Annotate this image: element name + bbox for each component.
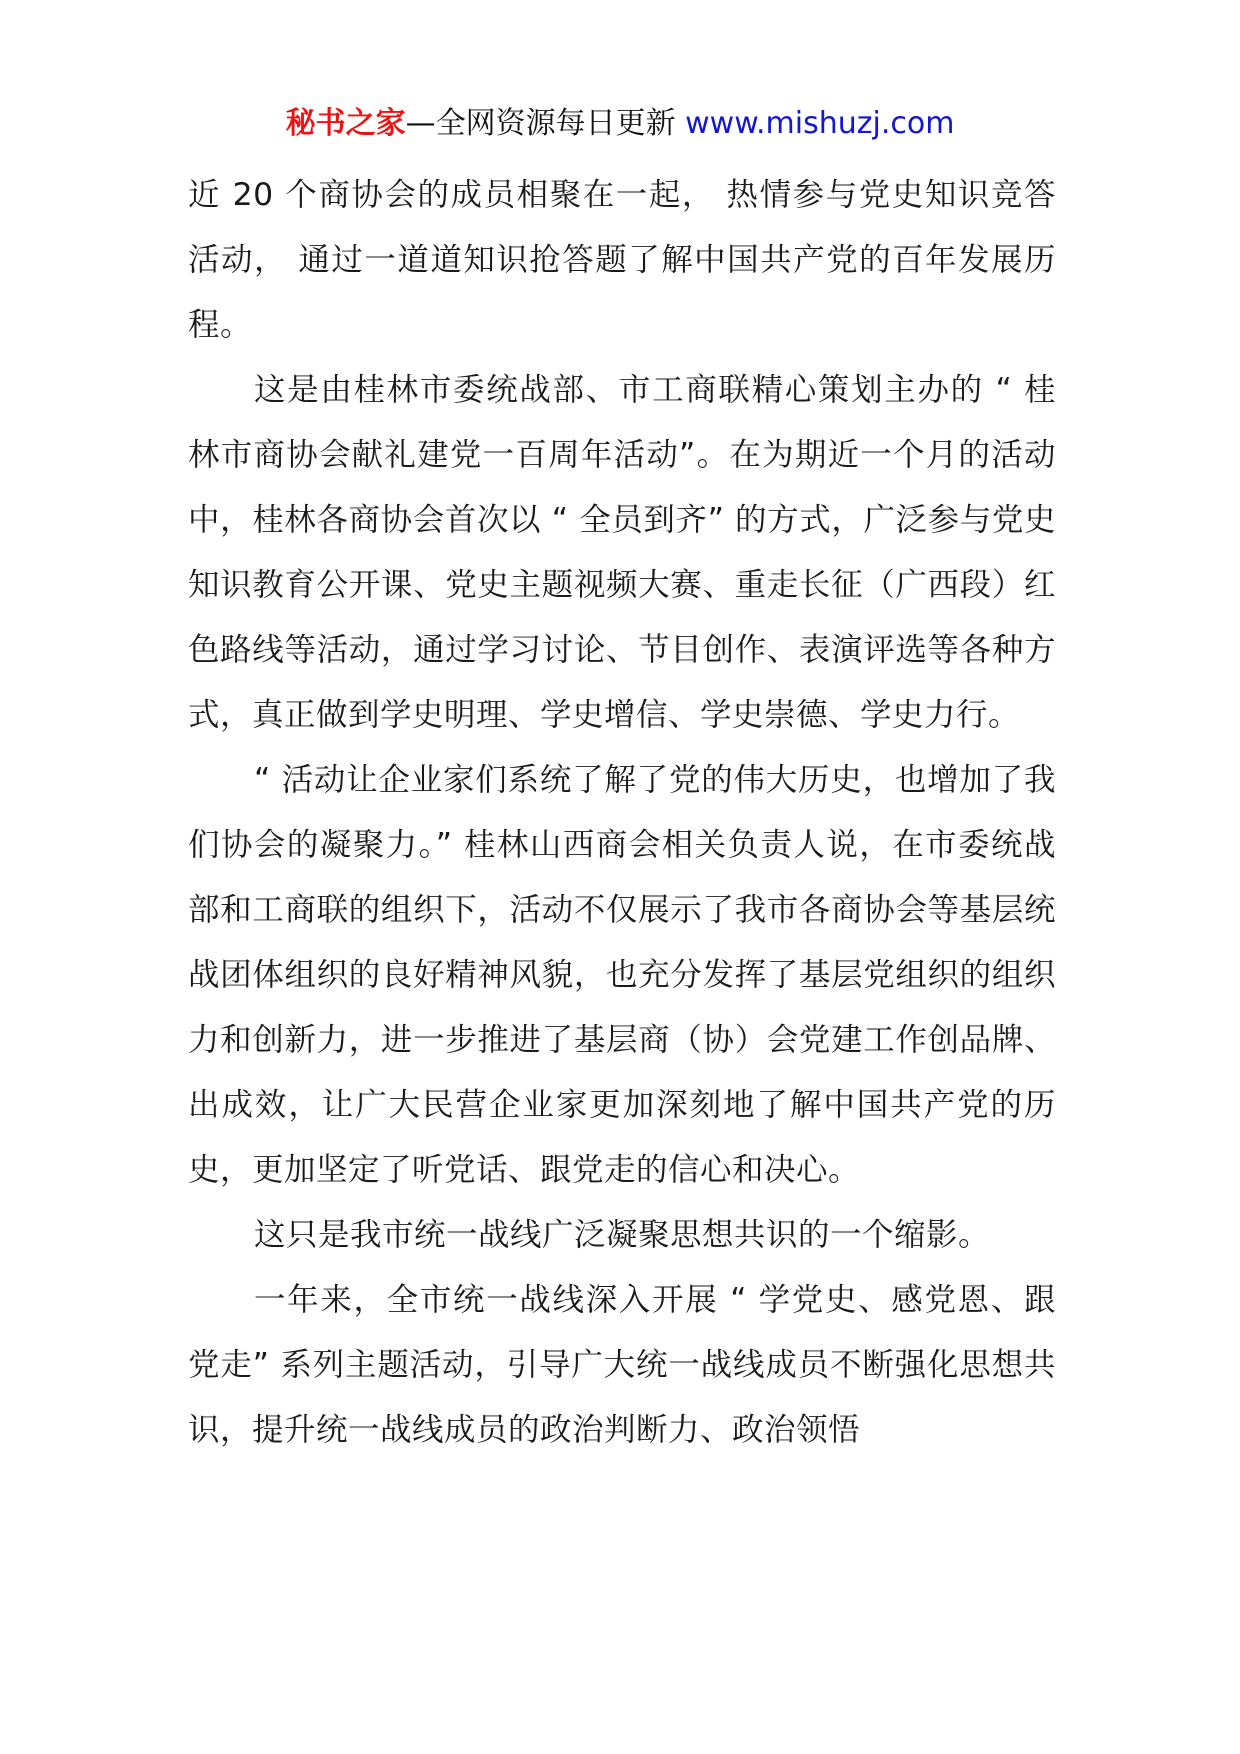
page-header xyxy=(0,102,1240,146)
paragraph: 这是由桂林市委统战部、市工商联精心策划主办的 “ 桂林市商协会献礼建党一百周年活动”。在为期近一个月的活动中，桂林各商协会首次以 “ 全员到齐” 的方式，广泛参与党史知识教育公开课、党史主题视频大赛、重走长征（广西段）红色路线等活动，通过学习讨论、节目创作、表演评选等各种方式，真正做到学史明理、学史增信、学史崇德、学史力行。 xyxy=(188,372,1056,733)
paragraph-continuation: 近 20 个商协会的成员相聚在一起， 热情参与党史知识竞答活动， 通过一道道知识抢答题了解中国共产党的百年发展历程。 xyxy=(188,177,1056,343)
paragraph: 这只是我市统一战线广泛凝聚思想共识的一个缩影。 xyxy=(254,1217,991,1253)
paragraph: 一年来，全市统一战线深入开展 “ 学党史、感党恩、跟党走” 系列主题活动，引导广大统一战线成员不断强化思想共识，提升统一战线成员的政治判断力、政治领悟 xyxy=(188,1282,1056,1448)
paragraph: “ 活动让企业家们系统了解了党的伟大历史，也增加了我们协会的凝聚力。” 桂林山西商会相关负责人说，在市委统战部和工商联的组织下，活动不仅展示了我市各商协会等基层统战团体组织的良好精神风貌，也充分发挥了基层党组织的组织力和创新力，进一步推进了基层商（协）会党建工作创品牌、出成效，让广大民营企业家更加深刻地了解中国共产党的历史，更加坚定了听党话、跟党走的信心和决心。 xyxy=(188,762,1056,1188)
header-url-link[interactable]: www.mishuzj.com xyxy=(685,106,955,141)
header-brand: 秘书之家 xyxy=(285,106,406,141)
header-slogan: —全网资源每日更新 xyxy=(405,106,686,141)
document-body xyxy=(188,163,1056,1463)
